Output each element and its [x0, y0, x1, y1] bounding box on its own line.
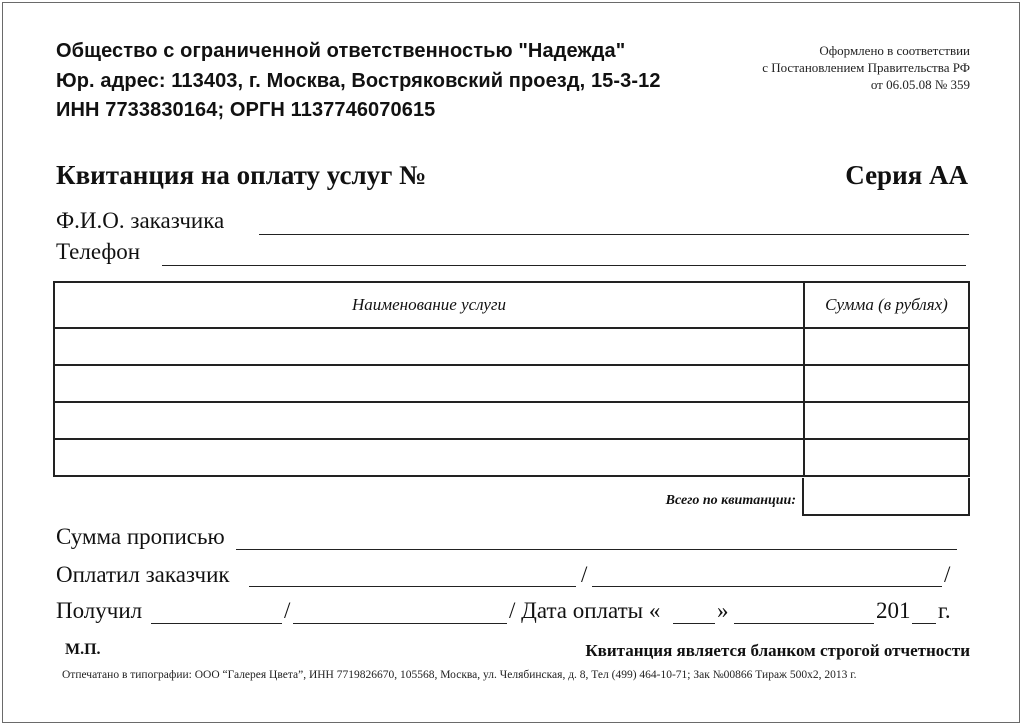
phone-field[interactable]	[162, 265, 966, 266]
receipt-title: Квитанция на оплату услуг №	[56, 160, 427, 190]
stamp-label: М.П.	[65, 641, 101, 658]
service-name-cell[interactable]	[54, 402, 804, 439]
regulation-line-3: от 06.05.08 № 359	[870, 77, 970, 92]
regulation-line-1: Оформлено в соответствии	[819, 43, 970, 58]
table-header-row	[54, 282, 969, 328]
services-table	[53, 281, 970, 477]
service-name-cell[interactable]	[54, 439, 804, 476]
table-row	[54, 328, 969, 365]
slash-separator: /	[581, 562, 588, 587]
service-sum-cell[interactable]	[804, 439, 969, 476]
year-prefix: 201	[876, 598, 911, 623]
sum-header: Сумма (в рублях)	[804, 282, 969, 328]
slash-separator: /	[944, 562, 951, 587]
printer-info: Отпечатано в типографии: ООО “Галерея Цвета”, ИНН 7719826670, 105568, Москва, ул. Челябинская, д. 8, Тел (499) 464-10-71; Зак №00866 Тираж 500х2, 2013 г.	[62, 669, 857, 681]
payment-day-field[interactable]	[673, 623, 715, 624]
inn-ogrn: ИНН 7733830164; ОРГН 1137746070615	[56, 99, 436, 121]
org-name: Общество с ограниченной ответственностью "Надежда"	[56, 40, 626, 62]
customer-name-label: Ф.И.О. заказчика	[56, 208, 225, 233]
service-sum-cell[interactable]	[804, 365, 969, 402]
paid-by-name-field[interactable]	[249, 586, 576, 587]
date-close-quote: »	[717, 598, 729, 623]
sum-in-words-field[interactable]	[236, 549, 957, 550]
legal-address: Юр. адрес: 113403, г. Москва, Востряковский проезд, 15-3-12	[56, 70, 661, 92]
table-row	[54, 402, 969, 439]
phone-label: Телефон	[56, 239, 141, 264]
service-sum-cell[interactable]	[804, 328, 969, 365]
service-name-cell[interactable]	[54, 328, 804, 365]
table-row	[54, 365, 969, 402]
series-label: Серия АА	[845, 160, 968, 190]
received-name-field[interactable]	[151, 623, 282, 624]
sum-in-words-label: Сумма прописью	[56, 524, 225, 549]
service-name-cell[interactable]	[54, 365, 804, 402]
service-name-header: Наименование услуги	[54, 282, 804, 328]
payment-date-label: / Дата оплаты «	[509, 598, 661, 623]
slash-separator: /	[284, 598, 291, 623]
regulation-line-2: с Постановлением Правительства РФ	[762, 60, 970, 75]
total-sum-field[interactable]	[802, 478, 970, 516]
strict-report-note: Квитанция является бланком строгой отчетности	[585, 641, 970, 660]
total-label: Всего по квитанции:	[665, 493, 796, 508]
payment-year-field[interactable]	[912, 623, 936, 624]
paid-by-label: Оплатил заказчик	[56, 562, 230, 587]
received-label: Получил	[56, 598, 143, 623]
received-signature-field[interactable]	[293, 623, 507, 624]
paid-by-signature-field[interactable]	[592, 586, 942, 587]
table-row	[54, 439, 969, 476]
payment-month-field[interactable]	[734, 623, 874, 624]
service-sum-cell[interactable]	[804, 402, 969, 439]
year-suffix: г.	[938, 598, 951, 623]
customer-name-field[interactable]	[259, 234, 969, 235]
